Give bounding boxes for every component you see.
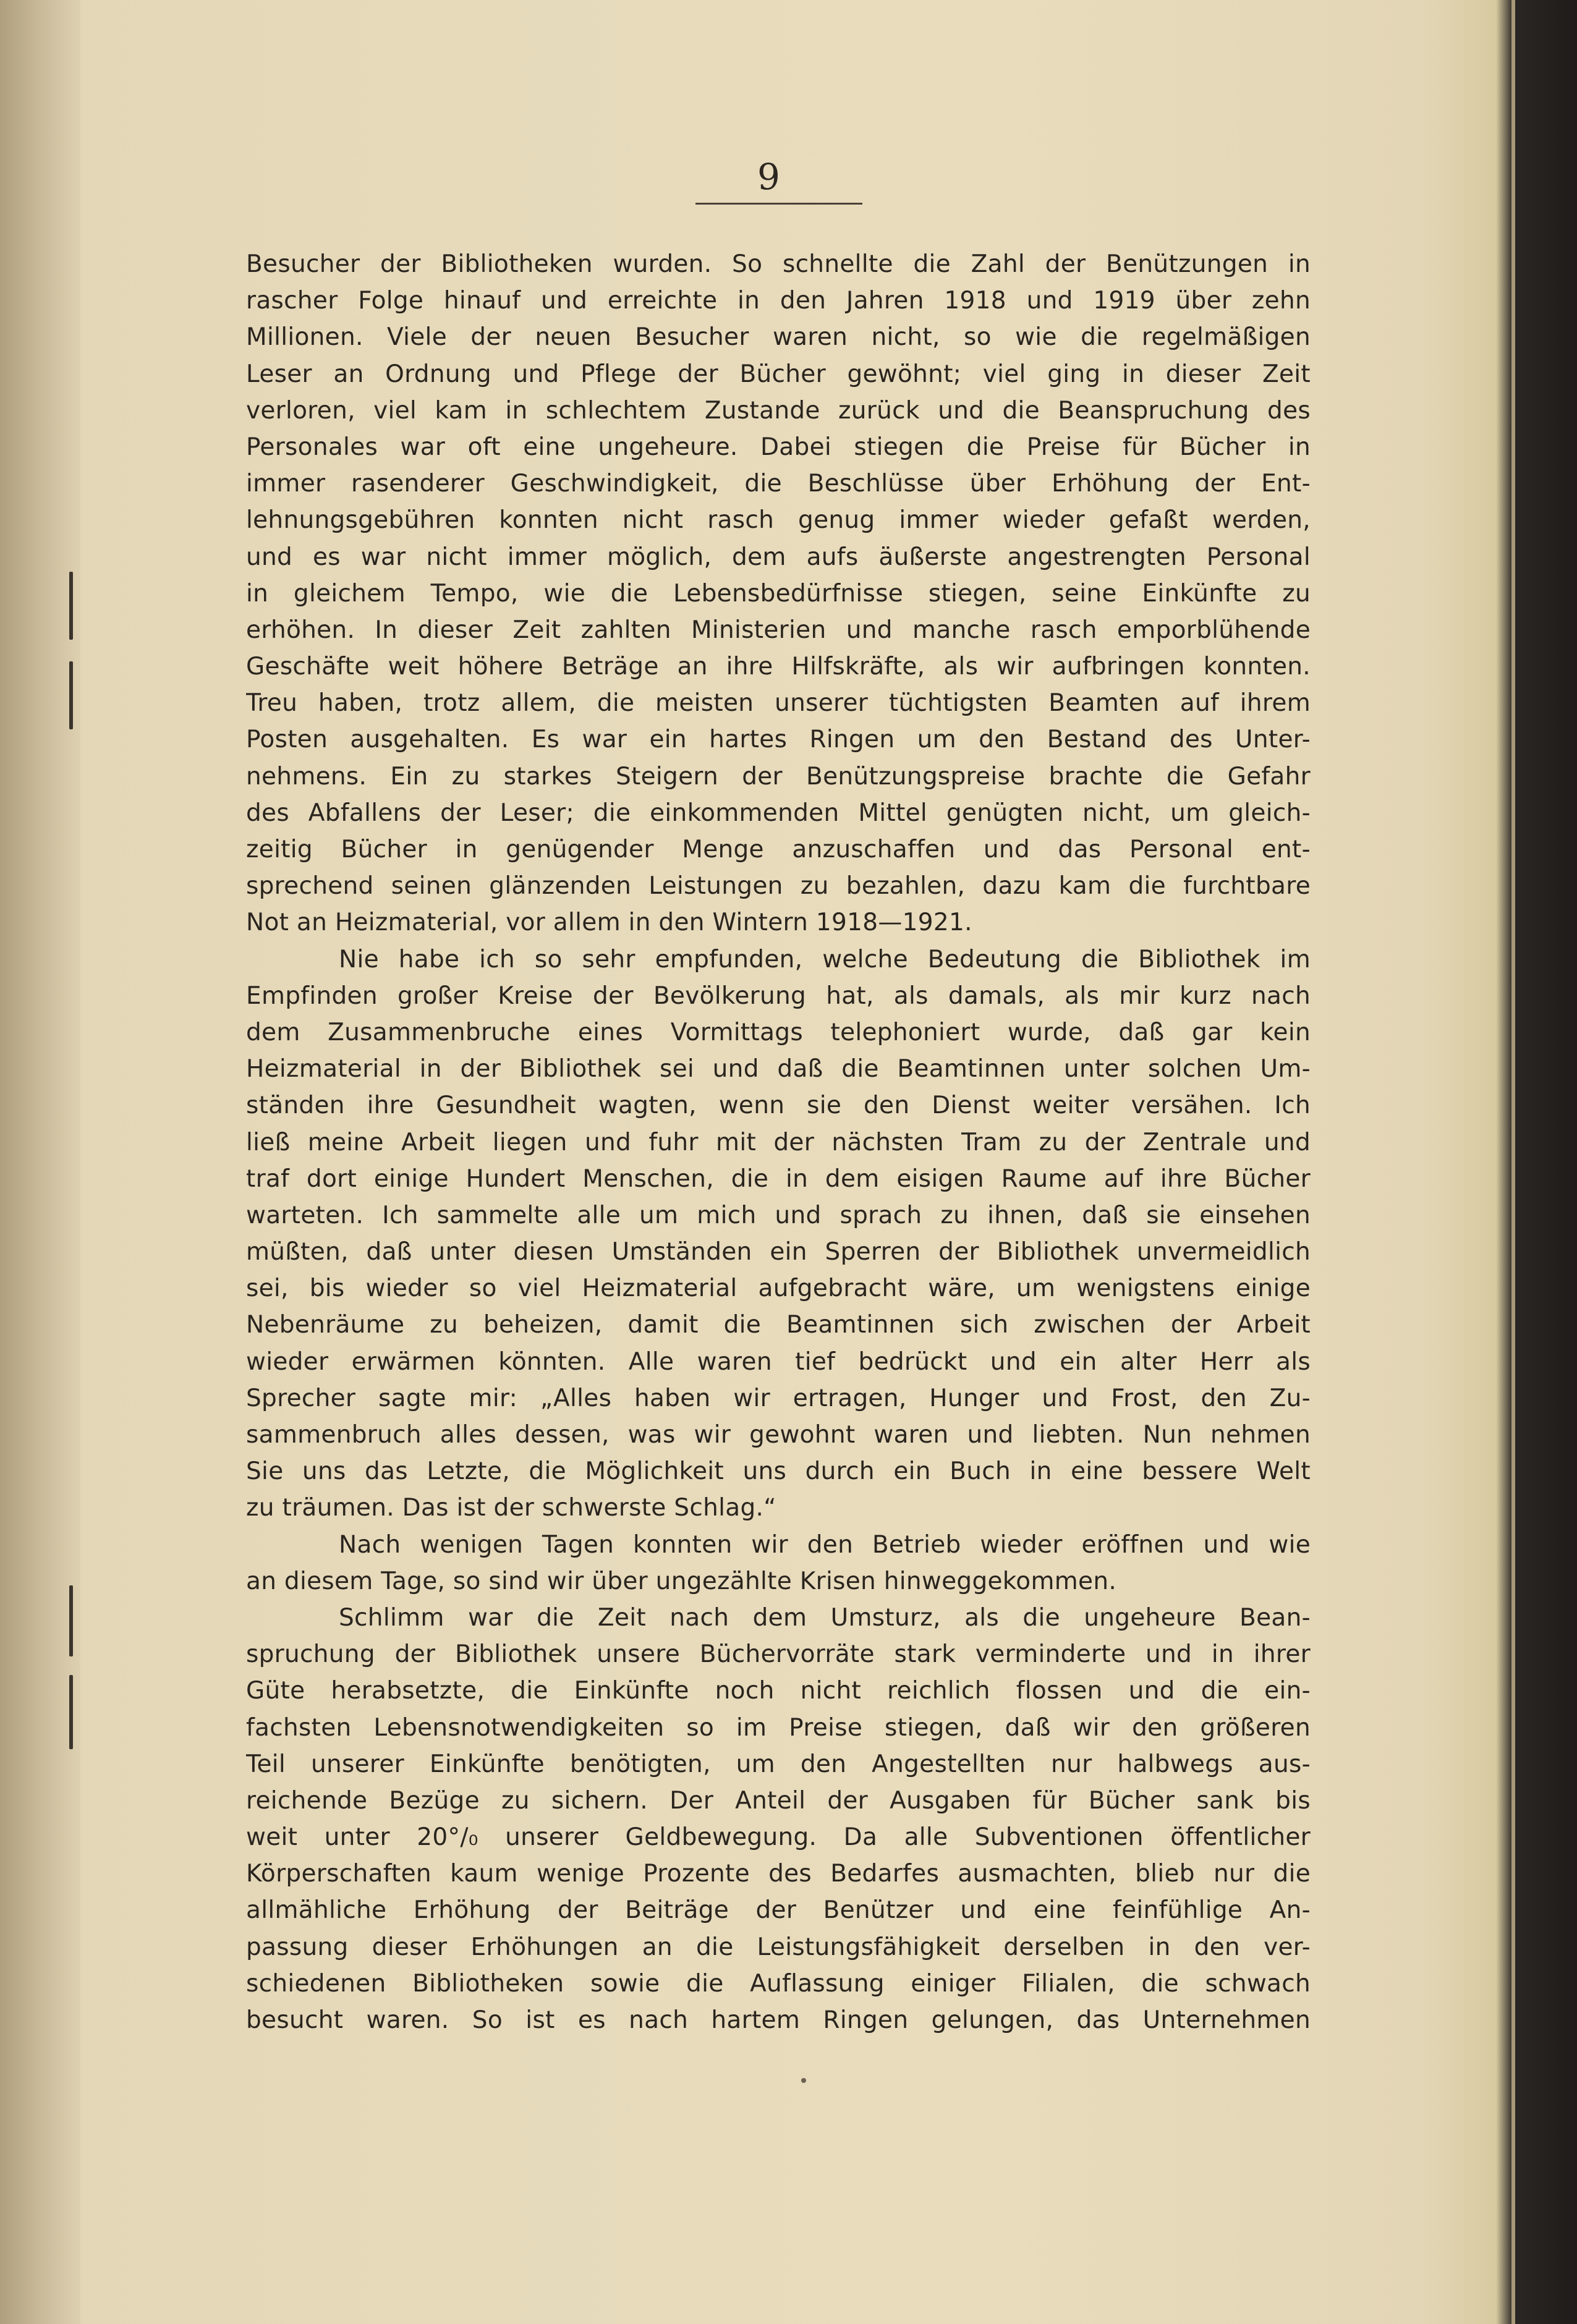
text-line: lehnungsgebühren konnten nicht rasch genug immer wieder gefaßt werden, — [246, 506, 1311, 535]
text-line: zu träumen. Das ist der schwerste Schlag.“ — [246, 1494, 776, 1522]
text-line: schiedenen Bibliotheken sowie die Auflassung einiger Filialen, die schwach — [246, 1969, 1311, 1998]
text-line: Personales war oft eine ungeheure. Dabei stiegen die Preise für Bücher in — [246, 433, 1311, 461]
text-line: traf dort einige Hundert Menschen, die in dem eisigen Raume auf ihre Bücher — [246, 1164, 1311, 1193]
body-text — [246, 246, 1311, 2038]
staple-mark — [69, 572, 73, 640]
text-line: spruchung der Bibliothek unsere Büchervorräte stark verminderte und in ihrer — [246, 1640, 1311, 1669]
staple-mark — [69, 1585, 73, 1656]
text-line: sprechend seinen glänzenden Leistungen zu bezahlen, dazu kam die furchtbare — [246, 872, 1311, 901]
text-line: nehmens. Ein zu starkes Steigern der Benützungspreise brachte die Gefahr — [246, 762, 1311, 791]
staple-mark — [69, 661, 73, 729]
text-line: Körperschaften kaum wenige Prozente des Bedarfes ausmachten, blieb nur die — [246, 1860, 1311, 1888]
text-line: passung dieser Erhöhungen an die Leistungsfähigkeit derselben in den ver- — [246, 1933, 1311, 1961]
text-line: Leser an Ordnung und Pflege der Bücher gewöhnt; viel ging in dieser Zeit — [246, 360, 1311, 388]
text-line: Millionen. Viele der neuen Besucher waren nicht, so wie die regelmäßigen — [246, 323, 1311, 352]
text-line: Güte herabsetzte, die Einkünfte noch nicht reichlich flossen und die ein- — [246, 1677, 1311, 1705]
paper-speck — [801, 2078, 806, 2083]
text-line: Treu haben, trotz allem, die meisten unserer tüchtigsten Beamten auf ihrem — [246, 689, 1311, 718]
text-line: an diesem Tage, so sind wir über ungezählte Krisen hinweggekommen. — [246, 1567, 1117, 1595]
text-line: Besucher der Bibliotheken wurden. So schnellte die Zahl der Benützungen in — [246, 250, 1311, 278]
text-line: Heizmaterial in der Bibliothek sei und daß die Beamtinnen unter solchen Um- — [246, 1055, 1311, 1084]
text-line: Sie uns das Letzte, die Möglichkeit uns durch ein Buch in eine bessere Welt — [246, 1457, 1311, 1486]
text-line: Posten ausgehalten. Es war ein hartes Ringen um den Bestand des Unter- — [246, 726, 1311, 754]
text-line: sei, bis wieder so viel Heizmaterial aufgebracht wäre, um wenigstens einige — [246, 1274, 1311, 1303]
text-line: Not an Heizmaterial, vor allem in den Wintern 1918—1921. — [246, 909, 972, 937]
text-line: Nach wenigen Tagen konnten wir den Betrieb wieder eröffnen und wie — [339, 1530, 1311, 1559]
text-line: besucht waren. So ist es nach hartem Ringen gelungen, das Unternehmen — [246, 2006, 1311, 2034]
text-line: Nebenräume zu beheizen, damit die Beamtinnen sich zwischen der Arbeit — [246, 1311, 1311, 1339]
text-line: Sprecher sagte mir: „Alles haben wir ertragen, Hunger und Frost, den Zu- — [246, 1384, 1311, 1412]
page-edge — [1511, 0, 1515, 2324]
page-number: 9 — [757, 156, 780, 198]
text-line: ständen ihre Gesundheit wagten, wenn sie den Dienst weiter versähen. Ich — [246, 1092, 1311, 1120]
text-line: müßten, daß unter diesen Umständen ein Sperren der Bibliothek unvermeidlich — [246, 1238, 1311, 1266]
text-line: erhöhen. In dieser Zeit zahlten Ministerien und manche rasch emporblühende — [246, 616, 1311, 644]
text-line: Teil unserer Einkünfte benötigten, um den Angestellten nur halbwegs aus- — [246, 1750, 1311, 1778]
text-line: Nie habe ich so sehr empfunden, welche Bedeutung die Bibliothek im — [339, 945, 1311, 973]
text-line: reichende Bezüge zu sichern. Der Anteil der Ausgaben für Bücher sank bis — [246, 1786, 1311, 1815]
text-line: wieder erwärmen könnten. Alle waren tief bedrückt und ein alter Herr als — [246, 1347, 1311, 1376]
text-line: Geschäfte weit höhere Beträge an ihre Hilfskräfte, als wir aufbringen konnten. — [246, 653, 1311, 681]
text-line: verloren, viel kam in schlechtem Zustande zurück und die Beanspruchung des — [246, 396, 1311, 425]
text-line: des Abfallens der Leser; die einkommenden Mittel genügten nicht, um gleich- — [246, 799, 1311, 827]
text-line: warteten. Ich sammelte alle um mich und sprach zu ihnen, daß sie einsehen — [246, 1201, 1311, 1229]
text-line: in gleichem Tempo, wie die Lebensbedürfnisse stiegen, seine Einkünfte zu — [246, 579, 1311, 608]
staple-mark — [69, 1675, 73, 1749]
text-line: fachsten Lebensnotwendigkeiten so im Preise stiegen, daß wir den größeren — [246, 1713, 1311, 1742]
text-line: ließ meine Arbeit liegen und fuhr mit der nächsten Tram zu der Zentrale und — [246, 1128, 1311, 1156]
page-number-rule — [695, 203, 862, 205]
text-line: Schlimm war die Zeit nach dem Umsturz, als die ungeheure Bean- — [339, 1603, 1311, 1632]
book-gutter-shadow — [0, 0, 80, 2324]
text-line: zeitig Bücher in genügender Menge anzuschaffen und das Personal ent- — [246, 836, 1311, 863]
text-line: dem Zusammenbruche eines Vormittags telephoniert wurde, daß gar kein — [246, 1018, 1311, 1046]
text-line: und es war nicht immer möglich, dem aufs äußerste angestrengten Personal — [246, 543, 1311, 571]
text-line: rascher Folge hinauf und erreichte in den Jahren 1918 und 1919 über zehn — [246, 287, 1311, 315]
text-line: sammenbruch alles dessen, was wir gewohnt waren und liebten. Nun nehmen — [246, 1421, 1311, 1449]
text-line: Empfinden großer Kreise der Bevölkerung hat, als damals, als mir kurz nach — [246, 982, 1311, 1010]
text-line: weit unter 20°/₀ unserer Geldbewegung. Da alle Subventionen öffentlicher — [246, 1823, 1311, 1852]
text-line: immer rasenderer Geschwindigkeit, die Beschlüsse über Erhöhung der Ent- — [246, 470, 1311, 498]
text-line: allmähliche Erhöhung der Beiträge der Benützer und eine feinfühlige An- — [246, 1896, 1311, 1925]
